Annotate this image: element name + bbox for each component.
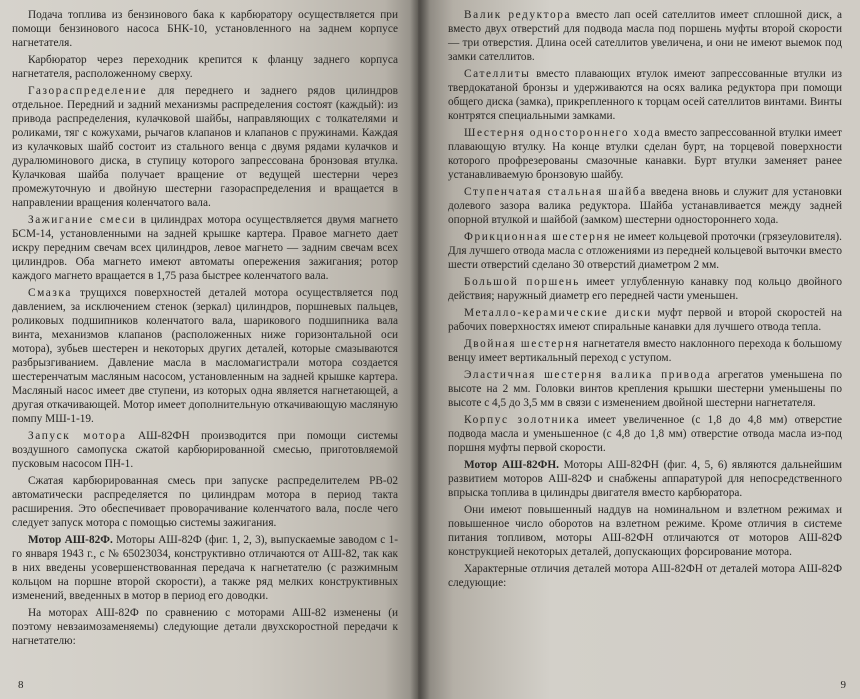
paragraph-lead: Мотор АШ-82ФН. [464,459,559,471]
paragraph-text: вместо плавающих втулок имеют запрессованные втулки из твердокатаной бронзы и удерживаются на осях валика редуктора при помощи общего диска (замка), прикрепленного к торцам осей сателлитов винтами. Винты контрятся специальными замками. [448,68,842,122]
paragraph [12,606,398,648]
paragraph [448,230,842,272]
right-page-body [448,8,842,590]
paragraph [12,474,398,530]
paragraph-lead: Корпус золотника [464,414,581,426]
paragraph-lead: Большой поршень [464,276,580,288]
paragraph [448,275,842,303]
paragraph [12,53,398,81]
page-number-right: 9 [840,679,846,692]
left-page [0,0,418,699]
paragraph-text: агрегатов уменьшена по высоте на 2 мм. Головки винтов крепления крышки шестерни уменьшены по высоте с 4,5 до 3,5 мм в связи с изменением двойной шестерни нагнетателя. [448,369,842,409]
paragraph [12,429,398,471]
paragraph-text: для переднего и заднего рядов цилиндров отдельное. Передний и задний механизмы распределения состоят (каждый): из привода распределения, кулачковой шайбы, направляющих с толкателями и роликами, тяг с кожухами, рычагов клапанов и клапанов с пружинами. Каждая из кулачковых шайб состоит из стального венца с двумя рядами кулачков и дуралюминового диска, в ступицу которого запрессована бронзовая втулка. Кулачковая шайба получает вращение от ведущей шестерни через промежуточную и двойную шестерни газораспределения и вращается в направлении вращения коленчатого вала. [12,85,398,209]
paragraph-lead: Газораспределение [28,85,148,97]
paragraph [448,503,842,559]
paragraph-lead: Ступенчатая стальная шайба [464,186,647,198]
paragraph-lead: Эластичная шестерня валика привода [464,369,712,381]
paragraph-text: не имеет кольцевой проточки (грязеуловителя). Для лучшего отвода масла с отложениями из передней кольцевой выточки вместо шести отверстий сделано 30 отверстий диаметром 2 мм. [448,231,843,271]
paragraph-text: АШ-82ФН производится при помощи системы воздушного самопуска сжатой карбюрированной смесью, приготовляемой пусковым насосом ПН-1. [12,430,398,470]
paragraph-text: вместо лап осей сателлитов имеет сплошной диск, а вместо двух отверстий для подвода масла под поршень муфты второй скорости — три отверстия. Длина осей сателлитов увеличена, и они не имеют выемок под замки сателлитов. [448,9,843,63]
paragraph [12,213,398,283]
paragraph-lead: Фрикционная шестерня [464,231,611,243]
paragraph [12,84,398,210]
paragraph-text: Карбюратор через переходник крепится к фланцу заднего корпуса нагнетателя, расположенному сверху. [12,54,398,80]
paragraph [448,126,842,182]
paragraph-lead: Валик редуктора [464,9,572,21]
paragraph-lead: Двойная шестерня [464,338,580,350]
right-page [418,0,860,699]
paragraph [12,533,398,603]
paragraph-lead: Запуск мотора [28,430,127,442]
paragraph-text: Моторы АШ-82ФН (фиг. 4, 5, 6) являются дальнейшим развитием моторов АШ-82Ф и снабжены аппаратурой для непосредственного впрыска топлива в цилиндры двигателя вместо карбюратора. [448,459,842,499]
paragraph-text: Подача топлива из бензинового бака к карбюратору осуществляется при помощи бензинового насоса БНК-10, установленного на заднем корпусе нагнетателя. [12,9,398,49]
paragraph [448,337,842,365]
paragraph-text: нагнетателя вместо наклонного перехода к большому венцу имеет вертикальный переход с уступом. [448,338,842,364]
paragraph [448,67,842,123]
paragraph-text: На моторах АШ-82Ф по сравнению с моторами АШ-82 изменены (и поэтому невзаимозаменяемы) следующие детали двухскоростной передачи к нагнетателю: [12,607,398,647]
paragraph-lead: Сателлиты [464,68,531,80]
paragraph [448,8,842,64]
paragraph [12,8,398,50]
left-page-body [12,8,398,648]
paragraph [448,185,842,227]
paragraph [448,368,842,410]
paragraph-text: вместо запрессованной втулки имеет плавающую втулку. На конце втулки сделан бурт, на торцевой поверхности которого профрезерованы смазочные канавки. Бурт втулки заменяет ранее устанавливаемую бронзовую шайбу. [448,127,842,181]
page-number-left: 8 [18,679,24,692]
paragraph-lead: Металло-керамические диски [464,307,652,319]
paragraph-text: муфт первой и второй скоростей на рабочих поверхностях имеют спиральные канавки для лучшего отвода тепла. [448,307,842,333]
paragraph [448,306,842,334]
paragraph [448,458,842,500]
paragraph-text: трущихся поверхностей деталей мотора осуществляется под давлением, за исключением стенок (зеркал) цилиндров, поршневых пальцев, роликовых подшипников коленчатого вала, шарикового подшипника вала винта, механизмов клапанов (расположенных ниже горизонтальной оси мотора), зубьев шестерен и некоторых других деталей, которые смазываются разбрызгиванием. Давление масла в масломагистрали мотора создается шестеренчатым масляным насосом, установленным на задней крышке картера. Масляный насос имеет две ступени, из которых одна является нагнетающей, а другая откачивающей. Мотор имеет дополнительную откачивающую масляную помпу МШ-1-19. [12,287,398,425]
paragraph-text: Моторы АШ-82Ф (фиг. 1, 2, 3), выпускаемые заводом с 1-го января 1943 г., с № 65023034, конструктивно отличаются от АШ-82, так как в них введены усовершенствованная передача к нагнетателю (с разжимным кольцом на поршне второй скорости), а также ряд мелких конструктивных изменений, введенных в мотор в период его доводки. [12,534,399,602]
paragraph-text: Сжатая карбюрированная смесь при запуске распределителем РВ-02 автоматически распределяется по цилиндрам мотора в период такта расширения. Это обеспечивает проворачивание коленчатого вала, после чего следует запуск мотора с помощью системы зажигания. [12,475,398,529]
paragraph [12,286,398,426]
paragraph-text: Они имеют повышенный наддув на номинальном и взлетном режимах и повышенное число оборотов на взлетном режиме. Кроме отличия в системе питания топливом, моторы АШ-82ФН отличаются от моторов АШ-82Ф конструкцией некоторых деталей, допускающих форсирование мотора. [448,504,842,558]
paragraph [448,562,842,590]
paragraph-lead: Шестерня одностороннего хода [464,127,662,139]
paragraph-lead: Смазка [28,287,73,299]
paragraph-text: введена вновь и служит для установки долевого зазора валика редуктора. Шайба устанавливается между задней опорной втулкой и шайбой (замком) шестерни одностороннего хода. [448,186,842,226]
paragraph-text: имеет увеличенное (с 1,8 до 4,8 мм) отверстие подвода масла и уменьшенное (с 4,8 до 1,8 мм) отверстие отвода масла из-под поршня муфты первой скорости. [448,414,843,454]
paragraph [448,413,842,455]
paragraph-lead: Зажигание смеси [28,214,137,226]
paragraph-lead: Мотор АШ-82Ф. [28,534,113,546]
paragraph-text: имеет углубленную канавку под кольцо двойного действия; наружный диаметр его передней части уменьшен. [448,276,842,302]
paragraph-text: Характерные отличия деталей мотора АШ-82ФН от деталей мотора АШ-82Ф следующие: [448,563,842,589]
paragraph-text: в цилиндрах мотора осуществляется двумя магнето БСМ-14, установленными на задней крышке картера. Правое магнето дает искру передним свечам всех цилиндров, левое магнето — задним свечам всех цилиндров. Оба магнето имеют автоматы опережения зажигания; ротор каждого магнето вращается в 1,75 раза быстрее коленчатого вала. [12,214,398,282]
book-gutter [410,0,430,699]
